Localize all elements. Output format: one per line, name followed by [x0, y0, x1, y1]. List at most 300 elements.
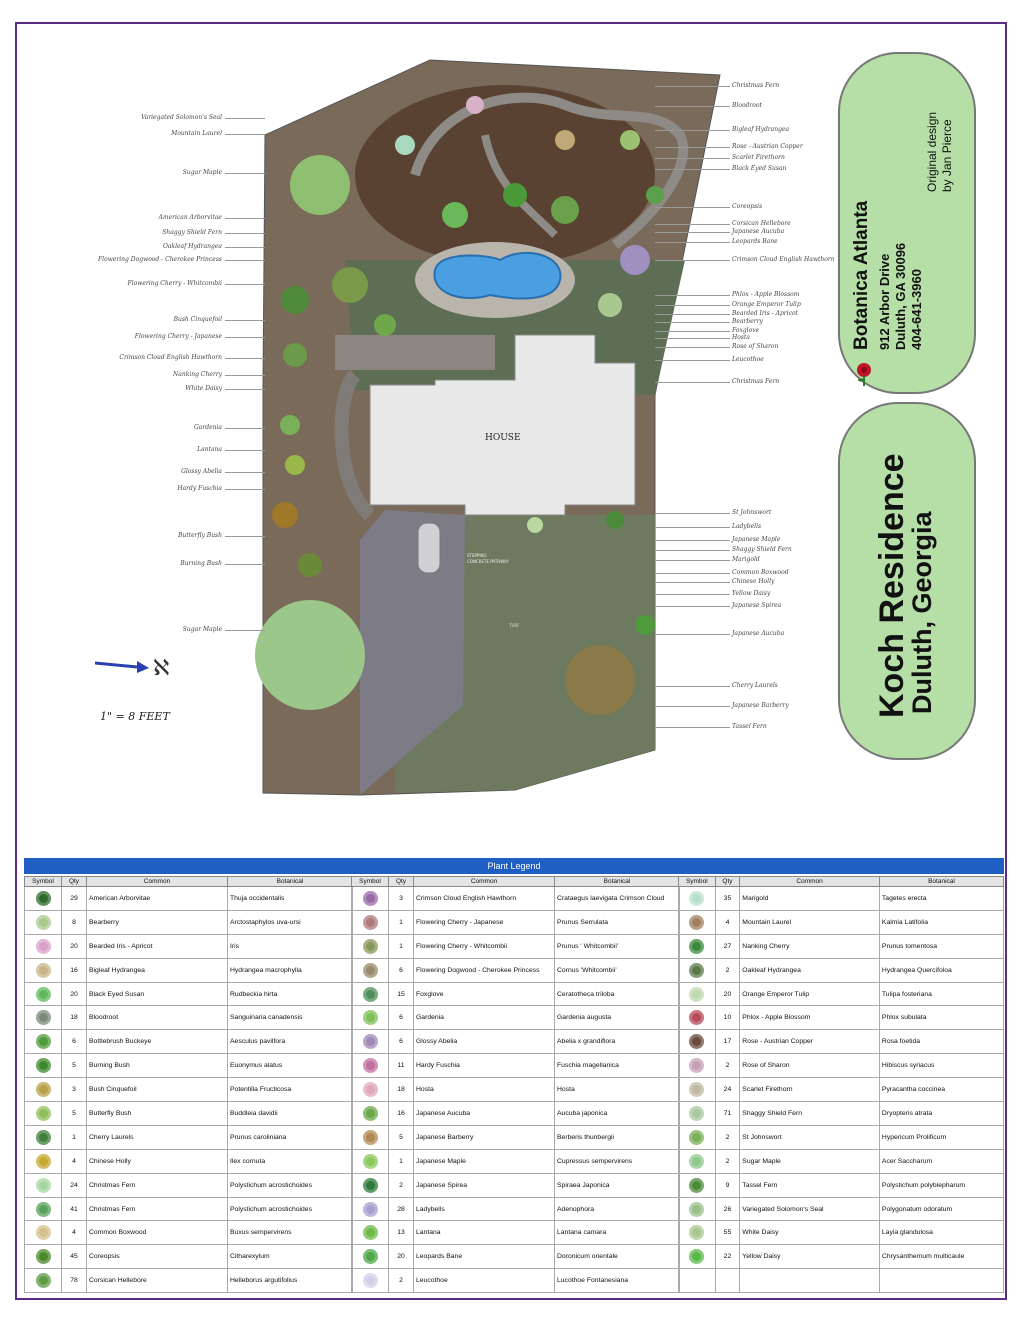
plant-symbol-icon: [352, 1030, 389, 1054]
legend-common: Christmas Fern: [87, 1173, 228, 1197]
plant-symbol-icon: [679, 1030, 716, 1054]
plan-callout-left: Flowering Cherry - Whitcombii: [127, 280, 222, 287]
legend-qty: 35: [715, 887, 740, 911]
legend-botanical: Acer Saccharum: [879, 1149, 1003, 1173]
callout-leader: [225, 320, 265, 321]
legend-botanical: Buxus sempervirens: [228, 1221, 353, 1245]
legend-header-symbol: Symbol: [25, 877, 62, 887]
plant-symbol-icon: [25, 1006, 62, 1030]
legend-botanical: Tagetes erecta: [879, 887, 1003, 911]
legend-title: Plant Legend: [24, 858, 1004, 874]
legend-qty: 6: [389, 958, 414, 982]
legend-qty: 2: [715, 1125, 740, 1149]
legend-common: Japanese Aucuba: [414, 1102, 555, 1126]
plant-symbol-icon: [25, 1269, 62, 1293]
legend-common: Leucothoe: [414, 1269, 555, 1293]
legend-botanical: Fuschia magellanica: [555, 1054, 680, 1078]
legend-common: Phlox - Apple Blossom: [740, 1006, 880, 1030]
plant-swatch-icon: [363, 987, 378, 1002]
plant-symbol-icon: [25, 1149, 62, 1173]
legend-header-row: [679, 877, 1004, 887]
legend-common: Scarlet Firethorn: [740, 1078, 880, 1102]
plant-symbol-icon: [352, 910, 389, 934]
residence-name: Koch Residence: [873, 453, 911, 718]
plant-symbol-icon: [25, 1102, 62, 1126]
plan-callout-left: Bush Cinquefoil: [173, 316, 222, 323]
legend-common: Bearberry: [87, 910, 228, 934]
plan-callout-right: Bearberry: [732, 318, 763, 325]
legend-qty: 24: [62, 1173, 87, 1197]
plant-swatch-icon: [689, 1225, 704, 1240]
plant-symbol-icon: [25, 934, 62, 958]
plant-symbol-icon: [25, 1030, 62, 1054]
legend-common: Gardenia: [414, 1006, 555, 1030]
plan-callout-left: Sugar Maple: [182, 626, 222, 633]
legend-header-botanical: Botanical: [555, 877, 680, 887]
legend-row: [679, 1149, 1004, 1173]
legend-qty: 55: [715, 1221, 740, 1245]
legend-botanical: Euonymus alatus: [228, 1054, 353, 1078]
plant-symbol-icon: [25, 982, 62, 1006]
plant-symbol-icon: [352, 1245, 389, 1269]
legend-row: [679, 982, 1004, 1006]
plan-callout-right: Corsican Hellebore: [732, 220, 791, 227]
legend-botanical: Chrysanthemum multicaule: [879, 1245, 1003, 1269]
plant-symbol-icon: [352, 887, 389, 911]
legend-qty: 16: [389, 1102, 414, 1126]
legend-row: [25, 982, 353, 1006]
plant-symbol-icon: [679, 1149, 716, 1173]
legend-botanical: Buddleia davidii: [228, 1102, 353, 1126]
company-address-line2: Duluth, GA 30096: [893, 242, 908, 350]
legend-row: [679, 1102, 1004, 1126]
plant-swatch-icon: [36, 1225, 51, 1240]
legend-botanical: Dryopteris atrata: [879, 1102, 1003, 1126]
plant-symbol-icon: [679, 1269, 716, 1293]
legend-row: [352, 1149, 680, 1173]
plan-callout-left: Glossy Abelia: [181, 468, 222, 475]
legend-botanical: Spiraea Japonica: [555, 1173, 680, 1197]
plant-symbol-icon: [352, 982, 389, 1006]
legend-header-qty: Qty: [715, 877, 740, 887]
north-glyph: ℵ: [153, 656, 170, 681]
plan-callout-left: Variegated Solomon's Seal: [140, 114, 222, 121]
plant-symbol-icon: [352, 958, 389, 982]
plan-callout-right: St Johnswort: [732, 509, 772, 516]
callout-leader: [655, 550, 730, 551]
plant-symbol-icon: [679, 934, 716, 958]
callout-leader: [655, 260, 730, 261]
callout-leader: [655, 527, 730, 528]
callout-leader: [655, 634, 730, 635]
plan-callout-right: Coreopsis: [732, 203, 763, 210]
legend-header-qty: Qty: [62, 877, 87, 887]
plan-callout-left: American Arborvitae: [158, 214, 222, 221]
legend-row: [352, 1269, 680, 1293]
plant-swatch-icon: [363, 891, 378, 906]
company-name: Botanica Atlanta: [851, 200, 872, 350]
plan-callout-right: Japanese Barberry: [732, 702, 789, 709]
plant-swatch-icon: [363, 1249, 378, 1264]
callout-leader: [225, 233, 265, 234]
legend-common: Japanese Barberry: [414, 1125, 555, 1149]
legend-botanical: [879, 1269, 1003, 1293]
legend-common: Butterfly Bush: [87, 1102, 228, 1126]
plant-symbol-icon: [25, 1054, 62, 1078]
plant-symbol-icon: [679, 982, 716, 1006]
plan-callout-right: Ladybells: [732, 523, 762, 530]
plant-symbol-icon: [25, 910, 62, 934]
legend-common: Bigleaf Hydrangea: [87, 958, 228, 982]
legend-qty: 71: [715, 1102, 740, 1126]
callout-leader: [655, 207, 730, 208]
callout-leader: [655, 382, 730, 383]
plan-callout-left: Crimson Cloud English Hawthorn: [119, 354, 222, 361]
plant-symbol-icon: [352, 1006, 389, 1030]
legend-table: [351, 876, 680, 1293]
legend-botanical: Tulipa fosteriana: [879, 982, 1003, 1006]
plan-callout-right: Hosta: [732, 334, 750, 341]
legend-row: [352, 1054, 680, 1078]
legend-botanical: Crataegus laevigata Crimson Cloud: [555, 887, 680, 911]
plan-callout-right: Shaggy Shield Fern: [732, 546, 792, 553]
plan-callout-left: Butterfly Bush: [177, 532, 222, 539]
legend-qty: 16: [62, 958, 87, 982]
plan-callout-right: Tassel Fern: [732, 723, 767, 730]
path-label: STEPPING: [467, 553, 487, 558]
legend-botanical: Polystichum acrostichoides: [228, 1173, 353, 1197]
callout-leader: [655, 338, 730, 339]
legend-botanical: Layia glandulosa: [879, 1221, 1003, 1245]
legend-common: Marigold: [740, 887, 880, 911]
plant-swatch-icon: [363, 1273, 378, 1288]
callout-leader: [655, 540, 730, 541]
callout-leader: [225, 358, 265, 359]
car: [418, 523, 440, 573]
legend-row: [352, 1006, 680, 1030]
plan-callout-left: Sugar Maple: [182, 169, 222, 176]
legend-botanical: Prunus Serrulata: [555, 910, 680, 934]
plan-callout-right: Chinese Holly: [732, 578, 775, 585]
plant-swatch-icon: [689, 939, 704, 954]
plan-callout-right: Crimson Cloud English Hawthorn: [732, 256, 835, 263]
plant-symbol-icon: [352, 1197, 389, 1221]
legend-row: [352, 1173, 680, 1197]
scale-label: 1" = 8 FEET: [100, 710, 170, 723]
plant-swatch-icon: [36, 1154, 51, 1169]
plan-callout-right: Black Eyed Susan: [732, 165, 787, 172]
legend-common: Christmas Fern: [87, 1197, 228, 1221]
callout-leader: [225, 247, 265, 248]
callout-leader: [225, 173, 265, 174]
legend-qty: 5: [62, 1054, 87, 1078]
legend-row: [25, 910, 353, 934]
legend-common: Tassel Fern: [740, 1173, 880, 1197]
legend-qty: 28: [389, 1197, 414, 1221]
legend-qty: 5: [62, 1102, 87, 1126]
plan-callout-right: Marigold: [732, 556, 760, 563]
plan-callout-left: Burning Bush: [180, 560, 222, 567]
legend-botanical: Cornus 'Whitcombii': [555, 958, 680, 982]
legend-common: Orange Emperor Tulip: [740, 982, 880, 1006]
plan-callout-right: Bearded Iris - Apricot: [732, 310, 798, 317]
legend-qty: 8: [62, 910, 87, 934]
callout-leader: [655, 606, 730, 607]
legend-qty: 18: [389, 1078, 414, 1102]
plant-swatch-icon: [363, 1106, 378, 1121]
plant-symbol-icon: [352, 1221, 389, 1245]
plant-swatch-icon: [36, 1106, 51, 1121]
legend-botanical: Arctostaphylos uva-ursi: [228, 910, 353, 934]
plant-symbol-icon: [352, 1269, 389, 1293]
callout-leader: [655, 130, 730, 131]
plan-callout-right: Bigleaf Hydrangea: [732, 126, 790, 133]
callout-leader: [655, 560, 730, 561]
legend-common: Hosta: [414, 1078, 555, 1102]
legend-row: [679, 887, 1004, 911]
callout-leader: [655, 322, 730, 323]
legend-row: [352, 1197, 680, 1221]
plant-swatch-icon: [363, 1130, 378, 1145]
legend-common: Ladybells: [414, 1197, 555, 1221]
legend-botanical: Prunus caroliniana: [228, 1125, 353, 1149]
legend-row: [352, 887, 680, 911]
plan-callout-left: Gardenia: [194, 424, 222, 431]
legend-row: [679, 958, 1004, 982]
legend-qty: 4: [715, 910, 740, 934]
legend-botanical: Hypericum Prolificum: [879, 1125, 1003, 1149]
legend-qty: 13: [389, 1221, 414, 1245]
north-arrow: [95, 662, 137, 667]
north-arrow-head: [137, 661, 149, 673]
legend-botanical: Kalmia Latifolia: [879, 910, 1003, 934]
path-label: CONCRETE PATHWAY: [467, 559, 509, 564]
legend-qty: 2: [715, 1054, 740, 1078]
plant-swatch-icon: [689, 1106, 704, 1121]
legend-row: [352, 1245, 680, 1269]
legend-qty: 26: [715, 1197, 740, 1221]
plant-symbol-icon: [352, 1125, 389, 1149]
plant-swatch-icon: [363, 1225, 378, 1240]
legend-botanical: Sanguinaria canadensis: [228, 1006, 353, 1030]
legend-row: [25, 1197, 353, 1221]
plant-symbol-icon: [25, 1078, 62, 1102]
legend-botanical: Helleborus argutifolius: [228, 1269, 353, 1293]
callout-leader: [655, 295, 730, 296]
plant-symbol-icon: [679, 1173, 716, 1197]
plant-symbol-icon: [352, 1173, 389, 1197]
legend-row: [25, 934, 353, 958]
legend-qty: 20: [715, 982, 740, 1006]
legend-botanical: Hosta: [555, 1078, 680, 1102]
legend-common: Sugar Maple: [740, 1149, 880, 1173]
legend-row: [679, 1078, 1004, 1102]
plant-swatch-icon: [36, 891, 51, 906]
legend-header-symbol: Symbol: [352, 877, 389, 887]
callout-leader: [225, 489, 265, 490]
legend-common: Black Eyed Susan: [87, 982, 228, 1006]
legend-row: [25, 1149, 353, 1173]
legend-row: [25, 1245, 353, 1269]
plan-callout-right: Phlox - Apple Blossom: [732, 291, 800, 298]
legend-row: [352, 910, 680, 934]
legend-common: Variegated Solomon's Seal: [740, 1197, 880, 1221]
legend-botanical: Thuja occidentalis: [228, 887, 353, 911]
legend-botanical: Hydrangea Quercifoloa: [879, 958, 1003, 982]
callout-leader: [655, 686, 730, 687]
legend-row: [25, 1078, 353, 1102]
company-address-line1: 912 Arbor Drive: [877, 253, 892, 350]
legend-common: White Daisy: [740, 1221, 880, 1245]
legend-row: [25, 1173, 353, 1197]
legend-header-common: Common: [740, 877, 880, 887]
legend-row: [679, 1197, 1004, 1221]
plant-swatch-icon: [689, 1058, 704, 1073]
legend-botanical: Gardenia augusta: [555, 1006, 680, 1030]
legend-qty: 17: [715, 1030, 740, 1054]
legend-botanical: Lucothoe Fontanesiana: [555, 1269, 680, 1293]
plan-callout-right: Christmas Fern: [732, 378, 780, 385]
callout-leader: [655, 232, 730, 233]
legend-botanical: Prunus tomentosa: [879, 934, 1003, 958]
legend-qty: 5: [389, 1125, 414, 1149]
legend-header-botanical: Botanical: [228, 877, 353, 887]
plant-swatch-icon: [36, 963, 51, 978]
callout-leader: [655, 594, 730, 595]
callout-leader: [225, 134, 265, 135]
plant-swatch-icon: [36, 1058, 51, 1073]
plant-swatch-icon: [36, 939, 51, 954]
plan-callout-right: Rose of Sharon: [732, 343, 779, 350]
plan-callout-left: Oakleaf Hydrangea: [162, 243, 222, 250]
plan-callout-right: Japanese Maple: [732, 536, 781, 543]
plant-swatch-icon: [363, 1010, 378, 1025]
plant-symbol-icon: [352, 1149, 389, 1173]
callout-leader: [655, 582, 730, 583]
plant-symbol-icon: [25, 1125, 62, 1149]
plant-swatch-icon: [363, 1154, 378, 1169]
plant-swatch-icon: [689, 1178, 704, 1193]
legend-common: Cherry Laurels: [87, 1125, 228, 1149]
plant-swatch-icon: [363, 1178, 378, 1193]
legend-qty: 6: [389, 1030, 414, 1054]
plant-symbol-icon: [25, 1245, 62, 1269]
callout-leader: [225, 284, 265, 285]
legend-qty: 1: [389, 1149, 414, 1173]
callout-leader: [225, 260, 265, 261]
plan-callout-left: White Daisy: [185, 385, 222, 392]
plant-swatch-icon: [689, 1154, 704, 1169]
plant-swatch-icon: [689, 915, 704, 930]
legend-common: Leopards Bane: [414, 1245, 555, 1269]
plan-callout-right: Leucothoe: [732, 356, 764, 363]
legend-qty: 2: [389, 1173, 414, 1197]
legend-qty: 24: [715, 1078, 740, 1102]
legend-botanical: Rudbeckia hirta: [228, 982, 353, 1006]
legend-qty: 41: [62, 1197, 87, 1221]
plan-callout-left: Nanking Cherry: [173, 371, 222, 378]
plant-swatch-icon: [363, 915, 378, 930]
legend-common: Bottlebrush Buckeye: [87, 1030, 228, 1054]
legend-botanical: Doronicum orientale: [555, 1245, 680, 1269]
legend-botanical: Berberis thunbergii: [555, 1125, 680, 1149]
legend-common: Flowering Cherry - Whitcombii: [414, 934, 555, 958]
plant-symbol-icon: [352, 934, 389, 958]
plant-symbol-icon: [679, 1078, 716, 1102]
legend-qty: 1: [389, 934, 414, 958]
legend-row: [679, 1269, 1004, 1293]
plant-swatch-icon: [689, 1130, 704, 1145]
plant-symbol-icon: [679, 1125, 716, 1149]
legend-common: St Johnswort: [740, 1125, 880, 1149]
legend-row: [352, 982, 680, 1006]
plant-swatch-icon: [689, 987, 704, 1002]
legend-row: [352, 934, 680, 958]
legend-botanical: Ceratotheca triloba: [555, 982, 680, 1006]
legend-row: [679, 1221, 1004, 1245]
plant-swatch-icon: [363, 1058, 378, 1073]
plant-symbol-icon: [679, 1197, 716, 1221]
legend-header-common: Common: [414, 877, 555, 887]
legend-botanical: Aesculus pavilfora: [228, 1030, 353, 1054]
legend-qty: 10: [715, 1006, 740, 1030]
plan-callout-right: Yellow Daisy: [732, 590, 771, 597]
legend-botanical: Polystichum polyblepharum: [879, 1173, 1003, 1197]
legend-row: [679, 1054, 1004, 1078]
house-label: HOUSE: [485, 433, 521, 443]
plant-swatch-icon: [689, 1034, 704, 1049]
plan-callout-left: Lantana: [197, 446, 222, 453]
plan-callout-right: Orange Emperor Tulip: [732, 301, 801, 308]
callout-leader: [225, 472, 265, 473]
legend-table: [678, 876, 1004, 1293]
plant-symbol-icon: [25, 1173, 62, 1197]
legend-qty: 2: [715, 958, 740, 982]
plant-symbol-icon: [25, 1221, 62, 1245]
callout-leader: [225, 375, 265, 376]
legend-row: [25, 1269, 353, 1293]
legend-common: Glossy Abelia: [414, 1030, 555, 1054]
legend-row: [679, 1125, 1004, 1149]
plan-callout-right: Cherry Laurels: [732, 682, 778, 689]
plant-swatch-icon: [689, 1010, 704, 1025]
legend-qty: 3: [62, 1078, 87, 1102]
plant-swatch-icon: [36, 1273, 51, 1288]
company-phone: 404-641-3960: [909, 269, 924, 350]
legend-common: Flowering Cherry - Japanese: [414, 910, 555, 934]
plant-swatch-icon: [36, 1178, 51, 1193]
legend-row: [352, 1221, 680, 1245]
plant-symbol-icon: [679, 1102, 716, 1126]
legend-row: [25, 1006, 353, 1030]
legend-common: Coreopsis: [87, 1245, 228, 1269]
legend-row: [679, 1173, 1004, 1197]
legend-header-row: [352, 877, 680, 887]
legend-common: Corsican Hellebore: [87, 1269, 228, 1293]
legend-header-row: [25, 877, 353, 887]
legend-common: Bloodroot: [87, 1006, 228, 1030]
plan-callout-left: Flowering Dogwood - Cherokee Princess: [98, 256, 222, 263]
legend-qty: 3: [389, 887, 414, 911]
plant-symbol-icon: [352, 1102, 389, 1126]
legend-qty: 11: [389, 1054, 414, 1078]
legend-common: Nanking Cherry: [740, 934, 880, 958]
callout-leader: [655, 331, 730, 332]
plant-swatch-icon: [36, 1010, 51, 1025]
plant-swatch-icon: [363, 1202, 378, 1217]
legend-row: [25, 1221, 353, 1245]
callout-leader: [225, 218, 265, 219]
